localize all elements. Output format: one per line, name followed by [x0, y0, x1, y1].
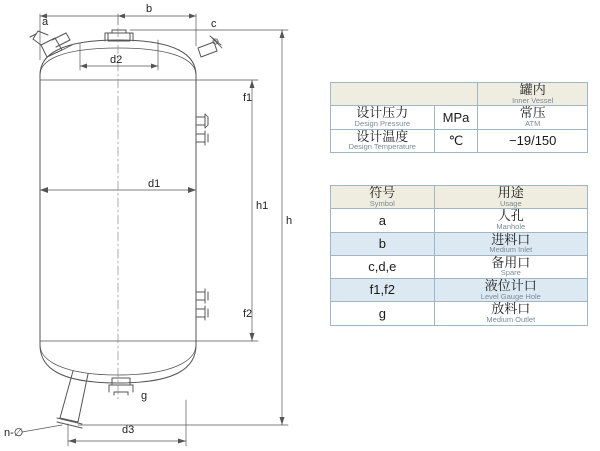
- usage-f-en: Level Gauge Hole: [480, 291, 541, 301]
- design-temperature-value-cn: −19/150: [509, 132, 557, 148]
- header-usage-cn: 用途: [497, 185, 524, 200]
- usage-cde-cn: 备用口: [491, 254, 531, 270]
- callout-n-label: n-∅: [4, 427, 24, 439]
- design-pressure-en: Design Pressure: [354, 118, 410, 128]
- header-blank-text: [331, 87, 477, 101]
- support-leg: [57, 371, 88, 428]
- table-row: [331, 106, 588, 129]
- nozzle-c-spare: [198, 36, 222, 57]
- usage-cell-g: [434, 302, 587, 325]
- table-row: [331, 279, 588, 302]
- nozzle-f2-level-gauge: [196, 289, 208, 320]
- design-temperature-cn: 设计温度: [356, 128, 409, 144]
- header-symbol-cell: [331, 186, 435, 209]
- design-temperature-label-cell: [331, 129, 435, 152]
- callout-f2-label: f2: [243, 308, 253, 320]
- usage-g-cn: 放料口: [491, 301, 531, 317]
- usage-cde-en: Spare: [500, 268, 521, 278]
- header-inner-vessel-cn: 罐内: [519, 82, 546, 97]
- callout-h-label: h: [286, 215, 293, 227]
- symbol-cell-cde: [331, 255, 435, 278]
- design-pressure-value-cn: 常压: [519, 105, 546, 121]
- usage-cell-f: [434, 279, 587, 302]
- usage-b-cn: 进料口: [491, 231, 531, 247]
- header-usage-cell: [434, 186, 587, 209]
- callout-d3-label: d3: [122, 424, 135, 436]
- nozzle-b-inlet: [105, 30, 133, 41]
- header-blank-cell: [331, 83, 478, 106]
- callout-d2-label: d2: [110, 54, 123, 66]
- symbol-cell-f: [331, 279, 435, 302]
- header-symbol-cn: 符号: [369, 185, 396, 200]
- header-inner-vessel-en: Inner Vessel: [512, 95, 554, 105]
- nozzle-f1-level-gauge: [196, 114, 208, 145]
- design-temperature-value-cell: [478, 129, 588, 152]
- callout-d1-label: d1: [148, 178, 161, 190]
- design-parameters-table: [330, 82, 588, 153]
- table-row: [331, 129, 588, 152]
- usage-a-cn: 人孔: [497, 208, 524, 224]
- design-pressure-unit: MPa: [442, 109, 470, 125]
- symbol-f: f1,f2: [369, 282, 395, 298]
- header-symbol-en: Symbol: [369, 198, 395, 208]
- symbol-cell-a: [331, 209, 435, 232]
- symbol-cell-g: [331, 302, 435, 325]
- design-pressure-cn: 设计压力: [356, 105, 409, 121]
- header-usage-en: Usage: [499, 198, 522, 208]
- dim-h: [78, 30, 288, 425]
- table-row: [331, 232, 588, 255]
- design-temperature-unit-cell: [434, 129, 478, 152]
- anchor-bolt-hole: [22, 425, 62, 432]
- callout-b-label: b: [146, 3, 153, 15]
- table-row: [331, 255, 588, 278]
- design-temperature-en: Design Temperature: [348, 142, 416, 152]
- design-pressure-value-cell: [478, 106, 588, 129]
- table-row: [331, 302, 588, 325]
- symbol-b: b: [378, 235, 386, 251]
- callout-c-label: c: [211, 18, 217, 30]
- symbol-a: a: [378, 212, 386, 228]
- design-temperature-unit: ℃: [448, 132, 464, 148]
- callout-g-label: g: [141, 390, 148, 402]
- callout-a-label: a: [42, 16, 49, 28]
- design-pressure-unit-cell: [434, 106, 478, 129]
- design-pressure-label-cell: [331, 106, 435, 129]
- usage-cell-a: [434, 209, 587, 232]
- usage-cell-cde: [434, 255, 587, 278]
- symbol-usage-table: [330, 185, 588, 326]
- header-inner-vessel-cell: [478, 83, 588, 106]
- usage-a-en: Manhole: [496, 221, 526, 231]
- design-pressure-value-en: ATM: [525, 118, 541, 128]
- symbol-cell-b: [331, 232, 435, 255]
- symbol-g: g: [378, 305, 386, 321]
- usage-g-en: Medium Outlet: [486, 314, 536, 324]
- callout-h1-label: h1: [256, 200, 269, 212]
- table-row-header: [331, 83, 588, 106]
- table-row-header: [331, 186, 588, 209]
- usage-f-cn: 液位计口: [484, 278, 537, 294]
- table-row: [331, 209, 588, 232]
- symbol-cde: c,d,e: [368, 259, 397, 275]
- usage-b-en: Medium Inlet: [489, 245, 533, 255]
- callout-f1-label: f1: [243, 92, 253, 104]
- usage-cell-b: [434, 232, 587, 255]
- dim-d3: [68, 400, 186, 446]
- nozzle-g-outlet: [109, 378, 133, 395]
